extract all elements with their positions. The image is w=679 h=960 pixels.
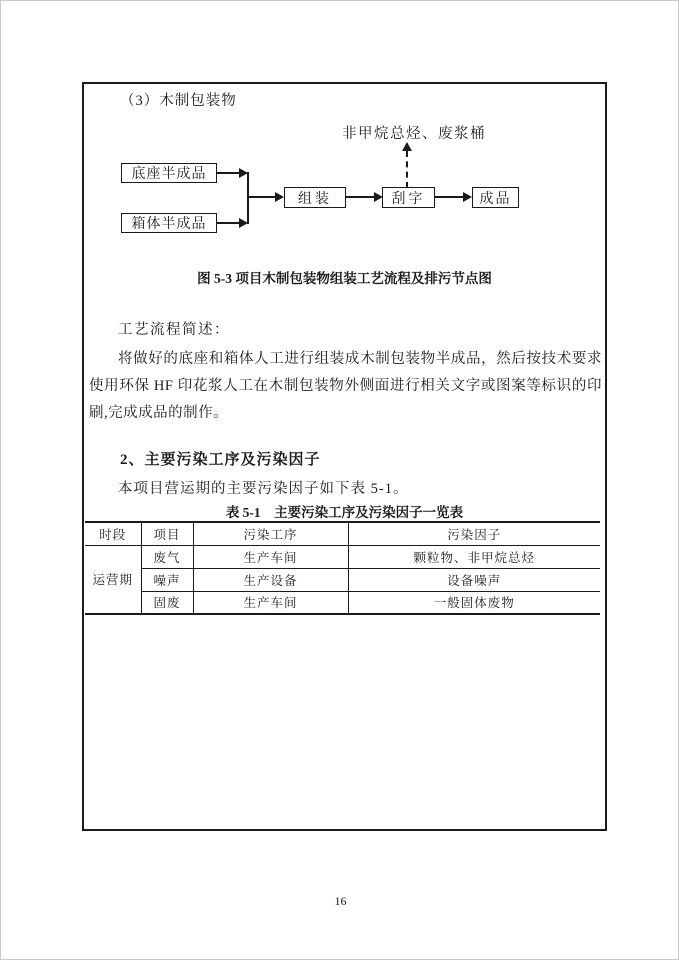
cell-factor: 颗粒物、非甲烷总烃 xyxy=(348,545,600,568)
cell-process: 生产设备 xyxy=(193,568,348,591)
pollution-factors-table xyxy=(85,521,600,615)
dashed-emission-connector xyxy=(406,151,408,188)
flow-node-base-semifinished: 底座半成品 xyxy=(121,163,217,183)
table-header-row xyxy=(85,522,600,545)
cell-period-operation: 运营期 xyxy=(85,545,141,614)
header-item: 项目 xyxy=(141,522,193,545)
process-description-paragraph: 将做好的底座和箱体人工进行组装成木制包装物半成品，然后按技术要求使用环保 HF 印花浆人工在木制包装物外侧面进行相关文字或图案等标识的印刷,完成成品的制作。 xyxy=(89,351,602,421)
section2-intro-sentence: 本项目营运期的主要污染因子如下表 5-1。 xyxy=(118,481,409,497)
header-period: 时段 xyxy=(85,522,141,545)
process-intro-label: 工艺流程简述： xyxy=(118,322,230,338)
cell-process: 生产车间 xyxy=(193,591,348,614)
table-row xyxy=(85,568,600,591)
connector-merge-line xyxy=(247,172,249,224)
connector-line xyxy=(249,196,276,198)
arrow-right-icon xyxy=(275,192,284,202)
flow-node-finished-product: 成品 xyxy=(472,187,519,208)
header-process: 污染工序 xyxy=(193,522,348,545)
section-heading-wooden-packaging: （3）木制包装物 xyxy=(120,93,237,109)
arrow-right-icon xyxy=(463,192,472,202)
cell-item: 废气 xyxy=(141,545,193,568)
page-number: 16 xyxy=(334,894,347,908)
flow-node-assemble: 组装 xyxy=(284,187,346,208)
connector-line xyxy=(217,222,240,224)
cell-factor: 一般固体废物 xyxy=(348,591,600,614)
connector-line xyxy=(346,196,375,198)
connector-line xyxy=(435,196,464,198)
figure-caption: 图 5-3 项目木制包装物组装工艺流程及排污节点图 xyxy=(197,271,492,286)
cell-factor: 设备噪声 xyxy=(348,568,600,591)
cell-process: 生产车间 xyxy=(193,545,348,568)
flowchart-emission-label: 非甲烷总烃、废浆桶 xyxy=(342,126,486,142)
cell-item: 固废 xyxy=(141,591,193,614)
table-row xyxy=(85,591,600,614)
cell-item: 噪声 xyxy=(141,568,193,591)
section2-heading: 2、主要污染工序及污染因子 xyxy=(120,452,321,468)
connector-line xyxy=(217,172,240,174)
flow-node-scrape-print: 刮字 xyxy=(382,187,435,208)
header-factor: 污染因子 xyxy=(348,522,600,545)
table-caption: 表 5-1 主要污染工序及污染因子一览表 xyxy=(225,505,464,520)
flow-node-body-semifinished: 箱体半成品 xyxy=(121,213,217,233)
arrow-up-icon xyxy=(402,142,412,151)
table-row xyxy=(85,545,600,568)
